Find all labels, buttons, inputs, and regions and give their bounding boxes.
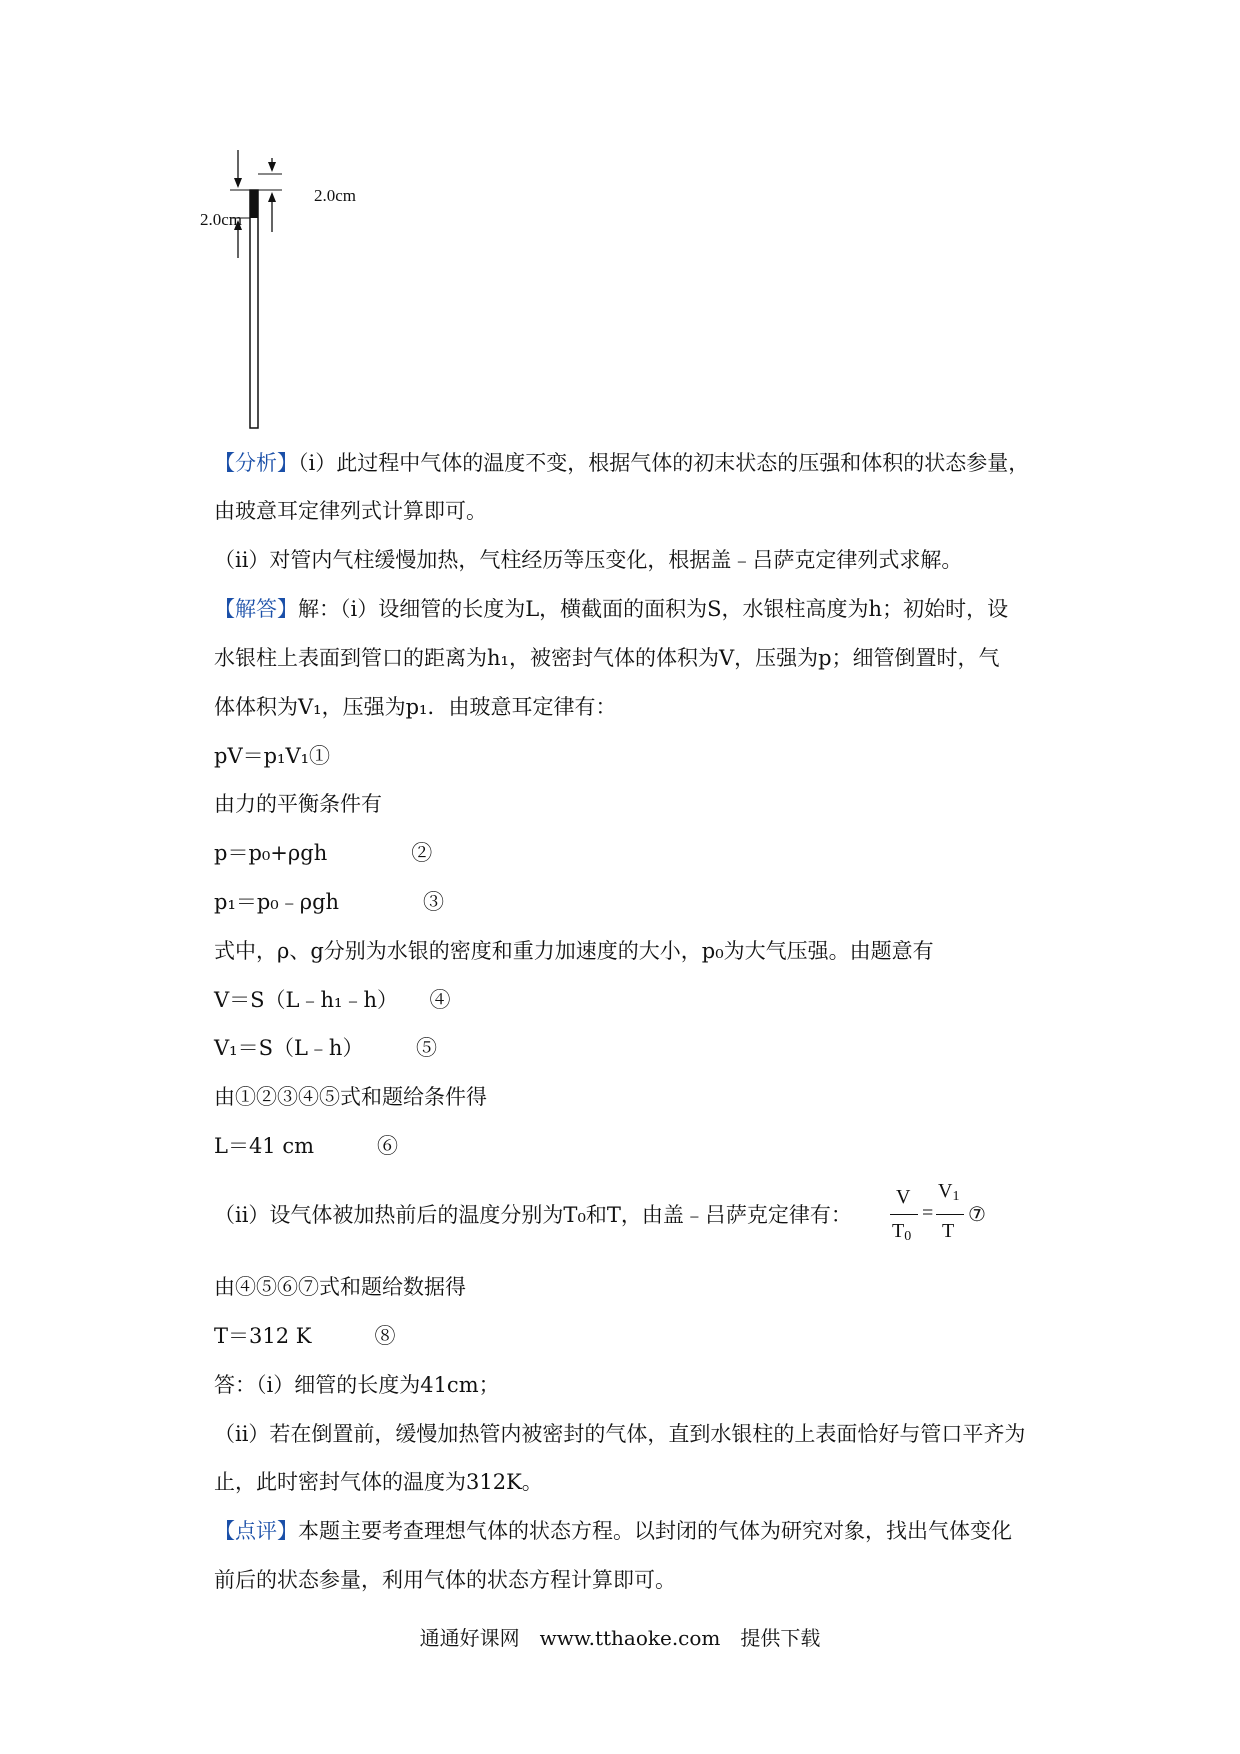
solution-line-4: 由力的平衡条件有 [214, 792, 382, 816]
tube-figure [200, 150, 390, 440]
tube-diagram [210, 150, 390, 440]
dimension-label-left: 2.0cm [200, 210, 243, 229]
solution-text-1: 解：（i）设细管的长度为L，横截面的面积为S，水银柱高度为h；初始时，设 [298, 597, 1009, 621]
right-arrow-bottom-head [268, 192, 276, 202]
part-ii-line: （ii）设气体被加热前后的温度分别为T₀和T，由盖﹣吕萨克定律有： [214, 1203, 852, 1227]
solution-line-2: 水银柱上表面到管口的距离为h₁，被密封气体的体积为V，压强为p；细管倒置时，气 [214, 646, 1000, 670]
frac-right-denominator: T [942, 1220, 955, 1242]
tube-outline [250, 190, 258, 428]
equation-6: L＝41 cm ⑥ [214, 1134, 399, 1158]
formula-7 [888, 1180, 1018, 1256]
frac-left-denominator: $T_0$ [892, 1220, 912, 1244]
frac-right-bar [936, 1214, 964, 1215]
analysis-line-2: 由玻意耳定律列式计算即可。 [214, 499, 487, 523]
equation-1: pV＝p₁V₁① [214, 744, 331, 768]
left-arrow-top-head [234, 178, 242, 188]
equation-4: V＝S（L﹣h₁﹣h） ④ [214, 988, 451, 1012]
comment-line-2: 前后的状态参量，利用气体的状态方程计算即可。 [214, 1568, 676, 1592]
frac-equals: = [922, 1202, 934, 1224]
solution-line-6: 由①②③④⑤式和题给条件得 [214, 1085, 487, 1109]
analysis-line-3: （ii）对管内气柱缓慢加热，气柱经历等压变化，根据盖﹣吕萨克定律列式求解。 [214, 548, 963, 572]
answer-line-2: （ii）若在倒置前，缓慢加热管内被密封的气体，直到水银柱的上表面恰好与管口平齐为 [214, 1422, 1026, 1446]
solution-line-5: 式中，ρ、g分别为水银的密度和重力加速度的大小，p₀为大气压强。由题意有 [214, 939, 934, 963]
page-footer: 通通好课网 www.tthaoke.com 提供下载 [419, 1626, 821, 1650]
dimension-label-top: 2.0cm [314, 186, 357, 205]
frac-left-numerator: V [896, 1186, 911, 1208]
frac-left-bar [890, 1214, 918, 1215]
answer-line-3: 止，此时密封气体的温度为312K。 [214, 1470, 543, 1494]
analysis-tag: 【分析】 [214, 451, 298, 475]
formula-7-circle: ⑦ [968, 1202, 986, 1226]
mercury-column [250, 190, 258, 218]
comment-line-1 [214, 1516, 1012, 1546]
equation-8: T＝312 K ⑧ [214, 1324, 396, 1348]
comment-tag: 【点评】 [214, 1519, 298, 1543]
frac-right-numerator: $V_1$ [938, 1180, 960, 1204]
solution-line-7: 由④⑤⑥⑦式和题给数据得 [214, 1275, 466, 1299]
equation-5: V₁＝S（L﹣h） ⑤ [214, 1036, 437, 1060]
solution-tag: 【解答】 [214, 597, 298, 621]
solution-line-3: 体体积为V₁，压强为p₁．由玻意耳定律有： [214, 695, 617, 719]
answer-line-1: 答：（i）细管的长度为41cm； [214, 1373, 500, 1397]
equation-2: p＝p₀+ρgh ② [214, 841, 433, 865]
equation-3: p₁＝p₀﹣ρgh ③ [214, 890, 445, 914]
analysis-line-1 [214, 448, 1029, 478]
analysis-text-1: （i）此过程中气体的温度不变，根据气体的初末状态的压强和体积的状态参量， [298, 451, 1030, 475]
comment-text-1: 本题主要考查理想气体的状态方程。以封闭的气体为研究对象，找出气体变化 [298, 1519, 1012, 1543]
solution-line-1 [214, 594, 1008, 624]
right-arrow-top-head [268, 162, 276, 172]
